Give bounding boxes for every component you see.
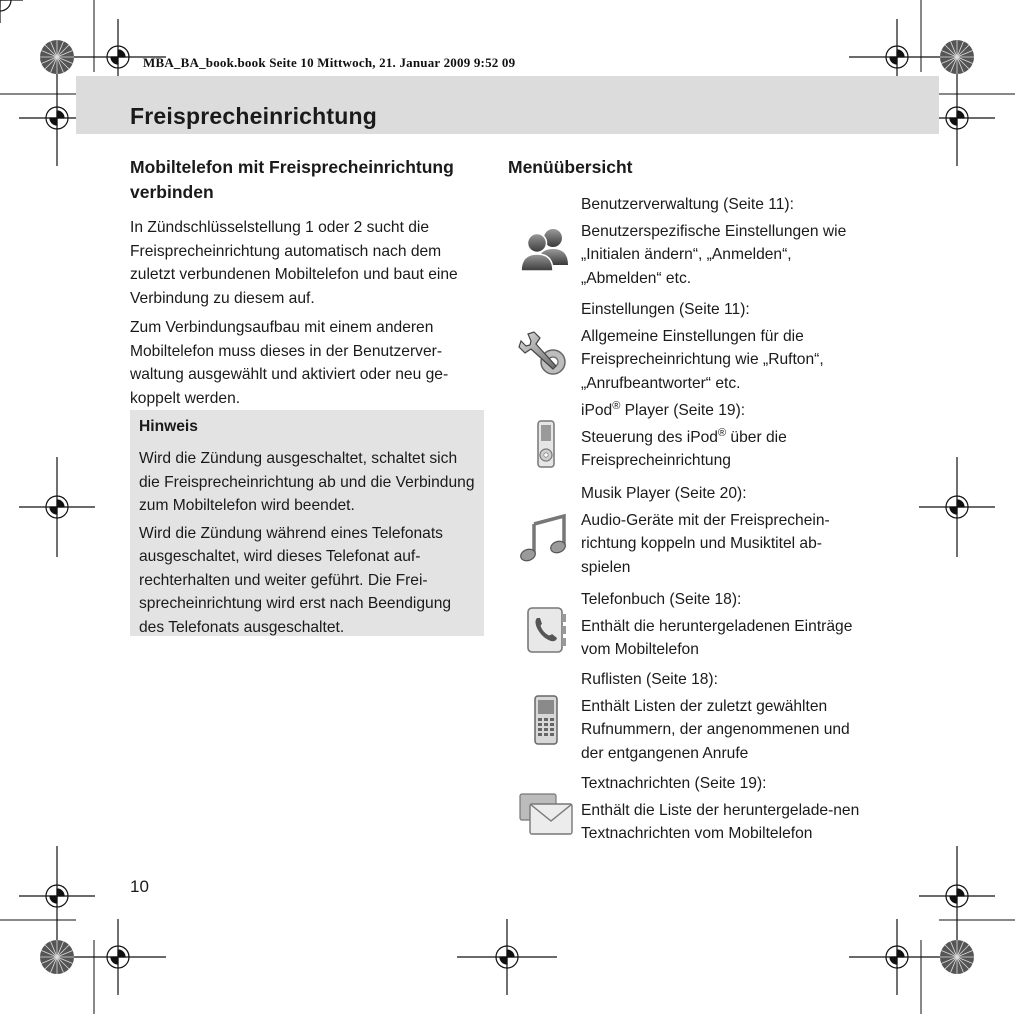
music-note-icon: [516, 512, 576, 568]
note-paragraph-2: Wird die Zündung während eines Telefonats ausgeschaltet, wird dieses Telefonat auf-rechterhalten und weiter geführt. Die Frei-sprecheinrichtung wird erst nach Beendigung des Telefonats ausgeschaltet.: [139, 524, 452, 636]
connect-paragraph-1: In Zündschlüsselstellung 1 oder 2 sucht die Freisprecheinrichtung automatisch nach dem zuletzt verbundenen Mobiltelefon und baut eine Verbindung zu diesem auf.: [130, 219, 458, 307]
menu-item-description: Allgemeine Einstellungen für die Freisprecheinrichtung wie „Rufton“, „Anrufbeantworter“ etc.: [581, 327, 824, 392]
menu-item-description: [581, 426, 868, 473]
menu-item-label: Einstellungen (Seite 11):: [581, 301, 750, 318]
users-icon: [516, 223, 576, 279]
mobile-phone-icon: [516, 694, 576, 750]
book-file-header: MBA_BA_book.book Seite 10 Mittwoch, 21. Januar 2009 9:52 09: [143, 55, 516, 70]
menu-item-label: Musik Player (Seite 20):: [581, 485, 747, 502]
menu-item-text: [581, 482, 868, 579]
connect-heading: Mobiltelefon mit Freisprecheinrichtung verbinden: [130, 157, 454, 202]
connect-paragraph-2: Zum Verbindungsaufbau mit einem anderen Mobiltelefon muss dieses in der Benutzerver-waltung ausgewählt und aktiviert oder neu ge-koppelt werden.: [130, 319, 449, 407]
page-number: 10: [130, 877, 149, 896]
menu-item-description: Enthält die Liste der heruntergelade-nen Textnachrichten vom Mobiltelefon: [581, 801, 860, 842]
section-title: Freisprecheinrichtung: [130, 103, 378, 129]
note-title: Hinweis: [139, 418, 198, 435]
phonebook-icon: [516, 606, 576, 662]
menu-heading: Menüübersicht: [508, 157, 633, 177]
menu-item-text: [581, 668, 868, 765]
menu-item-text: [581, 399, 868, 473]
registered-mark: ®: [612, 399, 621, 412]
menu-item-text: [581, 588, 868, 662]
menu-item-description: Enthält Listen der zuletzt gewählten Rufnummern, der angenommenen und der entgangenen Anrufe: [581, 697, 850, 762]
note-paragraph-1: Wird die Zündung ausgeschaltet, schaltet sich die Freisprecheinrichtung ab und die Verbindung zum Mobiltelefon wird beendet.: [139, 450, 475, 514]
menu-item-description: Enthält die heruntergeladenen Einträge vom Mobiltelefon: [581, 617, 853, 658]
menu-item-label: Textnachrichten (Seite 19):: [581, 775, 767, 792]
menu-item-text: [581, 193, 868, 290]
ipod-desc-suffix: über die Freisprecheinrichtung: [581, 428, 787, 469]
menu-item-label: [581, 399, 868, 423]
note-box: [130, 410, 484, 636]
ipod-icon: [516, 419, 576, 475]
menu-overview: [508, 155, 868, 842]
menu-item-description: Audio-Geräte mit der Freisprechein-richtung koppeln und Musiktitel ab-spielen: [581, 511, 830, 576]
section-title-bar: [76, 76, 939, 134]
settings-tools-icon: [516, 326, 576, 382]
ipod-desc-prefix: Steuerung des iPod: [581, 428, 718, 446]
menu-item-label: Ruflisten (Seite 18):: [581, 671, 718, 688]
menu-item-description: Benutzerspezifische Einstellungen wie „Initialen ändern“, „Anmelden“, „Abmelden“ etc.: [581, 222, 847, 287]
menu-item-label: Telefonbuch (Seite 18):: [581, 591, 742, 608]
left-column: [130, 155, 482, 416]
registered-mark: ®: [717, 426, 727, 439]
ipod-label-prefix: iPod: [581, 402, 613, 419]
menu-item-text: [581, 772, 868, 846]
menu-item-label: Benutzerverwaltung (Seite 11):: [581, 196, 794, 213]
menu-item-text: [581, 298, 868, 395]
ipod-label-suffix: Player (Seite 19):: [620, 402, 746, 419]
text-messages-icon: [516, 788, 576, 844]
